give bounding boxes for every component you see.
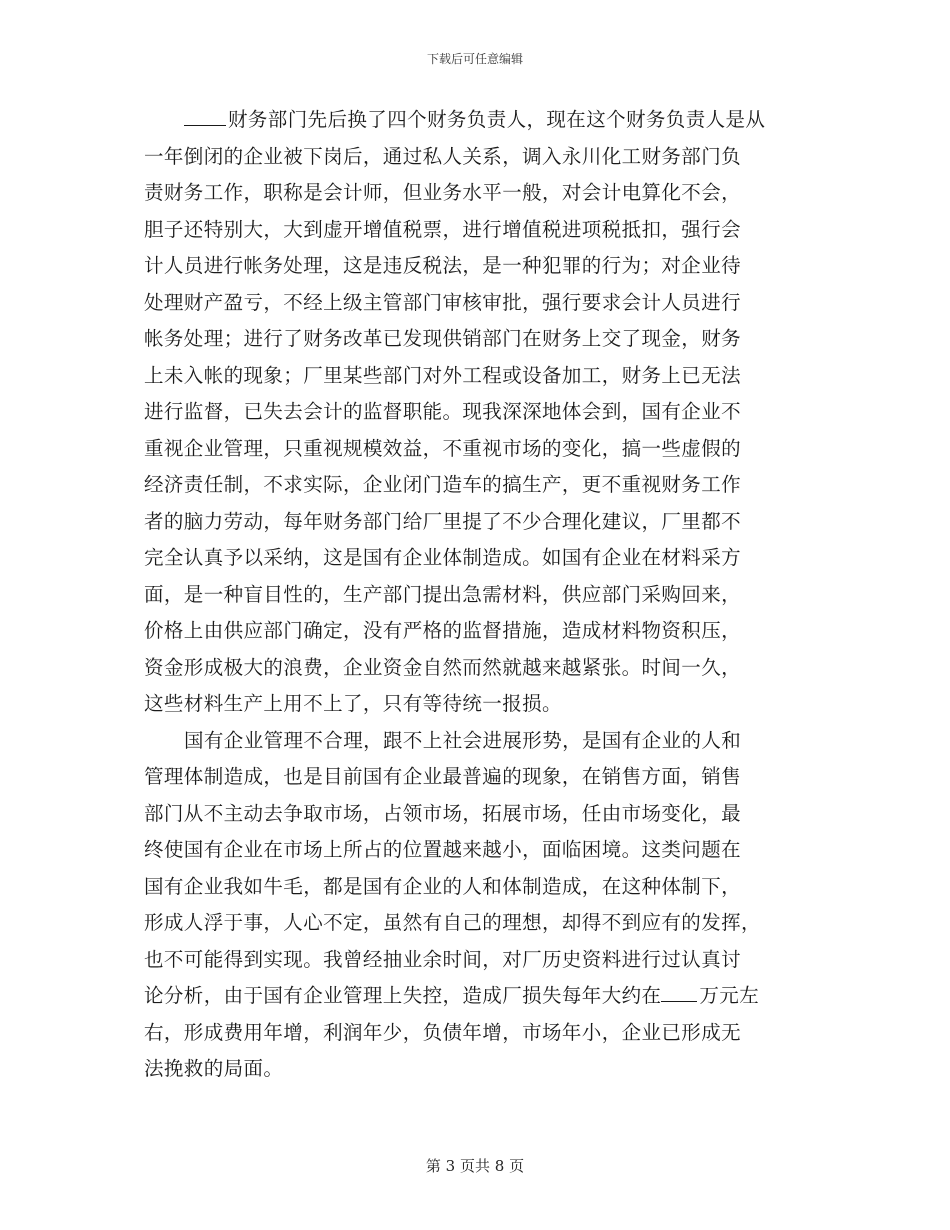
text-line: 管理体制造成，也是目前国有企业最普遍的现象，在销售方面，销售	[144, 765, 742, 788]
blank-underline	[184, 103, 226, 126]
text-line: 法挽救的局面。	[144, 1057, 284, 1080]
page-header: 下载后可任意编辑	[426, 52, 523, 66]
text-line: 终使国有企业在市场上所占的位置越来越小，面临困境。这类问题在	[144, 838, 742, 861]
blank-underline	[661, 979, 697, 1002]
text-line: 上未入帐的现象；厂里某些部门对外工程或设备加工，财务上已无法	[144, 363, 742, 387]
text-line: 国有企业我如牛毛，都是国有企业的人和体制造成，在这种体制下，	[144, 874, 742, 898]
text-line: 处理财产盈亏，不经上级主管部门审核审批，强行要求会计人员进行	[144, 290, 742, 314]
paragraph	[144, 102, 806, 723]
text-line: 经济责任制，不求实际，企业闭门造车的搞生产，更不重视财务工作	[144, 473, 742, 496]
text-line: 形成人浮于事，人心不定，虽然有自己的理想，却得不到应有的发挥，	[144, 911, 761, 934]
text-line: 进行监督，已失去会计的监督职能。现我深深地体会到，国有企业不	[144, 400, 742, 423]
document-body	[144, 102, 806, 1088]
text-line: 完全认真予以采纳，这是国有企业体制造成。如国有企业在材料采方	[144, 546, 742, 569]
text-line: 论分析，由于国有企业管理上失控，造成厂损失每年大约在 万元左	[144, 978, 806, 1015]
text-line: 者的脑力劳动，每年财务部门给厂里提了不少合理化建议，厂里都不	[144, 509, 742, 533]
paragraph	[144, 723, 806, 1088]
text-line: 计人员进行帐务处理，这是违反税法，是一种犯罪的行为；对企业待	[144, 254, 742, 277]
text-line: 也不可能得到实现。我曾经抽业余时间，对厂历史资料进行过认真讨	[144, 947, 742, 971]
text-line: 部门从不主动去争取市场，占领市场，拓展市场，任由市场变化，最	[144, 801, 742, 825]
text-line: 这些材料生产上用不上了，只有等待统一报损。	[144, 692, 562, 715]
text-line: 右，形成费用年增，利润年少，负债年增，市场年小，企业已形成无	[144, 1020, 742, 1044]
text-line: 国有企业管理不合理，跟不上社会进展形势，是国有企业的人和	[184, 728, 742, 752]
text-line: 财务部门先后换了四个财务负责人，现在这个财务负责人是从	[144, 102, 806, 139]
text-line: 一年倒闭的企业被下岗后，通过私人关系，调入永川化工财务部门负	[144, 144, 742, 168]
text-line: 资金形成极大的浪费，企业资金自然而然就越来越紧张。时间一久，	[144, 655, 742, 679]
text-line: 责财务工作，职称是会计师，但业务水平一般，对会计电算化不会，	[144, 181, 742, 204]
page-number: 第 3 页共 8 页	[425, 1157, 525, 1175]
text-line: 帐务处理；进行了财务改革已发现供销部门在财务上交了现金，财务	[144, 327, 742, 350]
text-line: 胆子还特别大，大到虚开增值税票，进行增值税进项税抵扣，强行会	[144, 217, 742, 241]
text-line: 面，是一种盲目性的，生产部门提出急需材料，供应部门采购回来，	[144, 582, 742, 606]
text-line: 价格上由供应部门确定，没有严格的监督措施，造成材料物资积压，	[144, 619, 742, 642]
text-line: 重视企业管理，只重视规模效益，不重视市场的变化，搞一些虚假的	[144, 436, 742, 460]
